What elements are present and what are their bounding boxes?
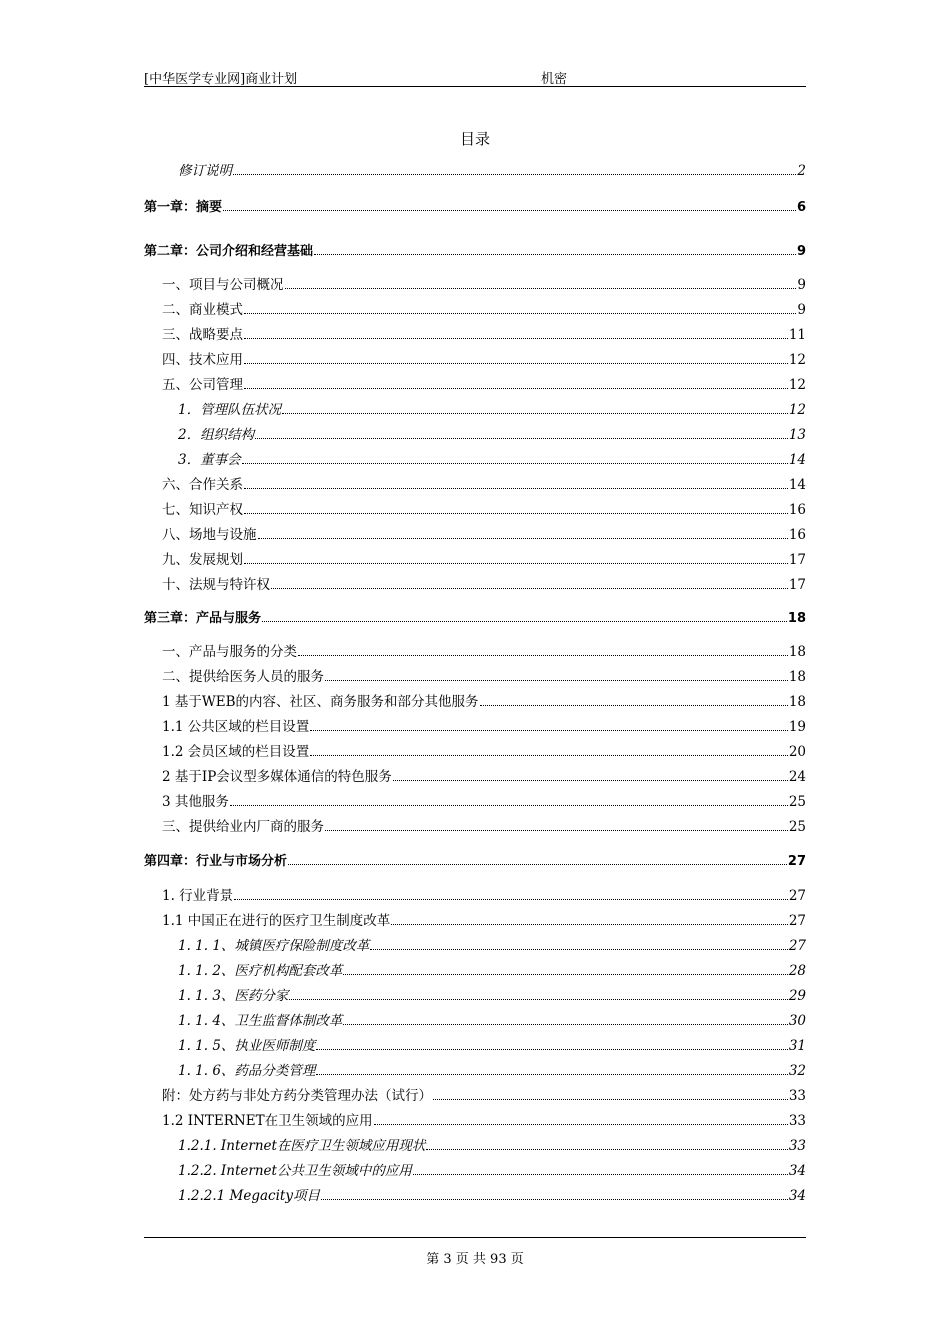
toc-entry[interactable] <box>144 349 806 369</box>
toc-entry-title: 一、项目与公司概况 <box>162 277 284 293</box>
toc-entry-title: 第三章：产品与服务 <box>144 611 262 626</box>
toc-dot-leader <box>288 850 787 865</box>
toc-entry-title: 五、公司管理 <box>162 377 243 393</box>
toc-entry-title: 1. 行业背景 <box>162 888 234 904</box>
toc-entry[interactable] <box>144 607 806 627</box>
toc-dot-leader <box>242 449 788 464</box>
toc-dot-leader <box>480 691 788 706</box>
toc-entry-title: 1．管理队伍状况 <box>178 402 282 418</box>
toc-dot-leader <box>233 160 796 175</box>
toc-dot-leader <box>343 960 787 975</box>
toc-dot-leader <box>230 791 788 806</box>
toc-entry-page-number: 12 <box>788 402 806 418</box>
toc-entry[interactable] <box>144 791 806 811</box>
toc-entry-title: 一、产品与服务的分类 <box>162 644 297 660</box>
toc-entry-title: 1. 1. 5、执业医师制度 <box>178 1038 316 1054</box>
toc-entry-title: 2．组织结构 <box>178 427 255 443</box>
toc-dot-leader <box>325 666 788 681</box>
toc-dot-leader <box>310 716 788 731</box>
toc-entry[interactable] <box>144 850 806 870</box>
toc-entry[interactable] <box>144 324 806 344</box>
toc-dot-leader <box>262 607 787 622</box>
toc-entry-title: 1.2.2. Internet公共卫生领域中的应用 <box>178 1163 412 1179</box>
toc-entry-page-number: 18 <box>788 694 806 710</box>
toc-entry-page-number: 27 <box>788 888 806 904</box>
toc-entry-page-number: 2 <box>797 163 806 179</box>
toc-entry-page-number: 14 <box>788 477 806 493</box>
toc-entry-title: 2 基于IP会议型多媒体通信的特色服务 <box>162 769 392 785</box>
page-number: 第 3 页 共 93 页 <box>426 1252 524 1267</box>
toc-entry-title: 三、战略要点 <box>162 327 243 343</box>
toc-entry-page-number: 12 <box>788 377 806 393</box>
toc-entry[interactable] <box>144 935 806 955</box>
toc-entry-page-number: 12 <box>788 352 806 368</box>
toc-entry[interactable] <box>144 716 806 736</box>
toc-entry-title: 1.1 中国正在进行的医疗卫生制度改革 <box>162 913 391 929</box>
toc-entry-title: 第二章：公司介绍和经营基础 <box>144 244 314 259</box>
toc-entry[interactable] <box>144 1185 806 1205</box>
toc-dot-leader <box>391 910 788 925</box>
toc-entry-title: 1.2 会员区域的栏目设置 <box>162 744 310 760</box>
toc-entry-title: 六、合作关系 <box>162 477 243 493</box>
toc-dot-leader <box>316 1060 787 1075</box>
toc-entry-title: 四、技术应用 <box>162 352 243 368</box>
toc-entry[interactable] <box>144 240 806 260</box>
page-header <box>144 66 806 87</box>
toc-dot-leader <box>244 549 788 564</box>
toc-entry[interactable] <box>144 910 806 930</box>
toc-entry[interactable] <box>144 160 806 180</box>
page-footer <box>144 1237 806 1267</box>
toc-entry-page-number: 28 <box>788 963 806 979</box>
toc-entry-page-number: 27 <box>788 913 806 929</box>
toc-entry[interactable] <box>144 741 806 761</box>
toc-entry[interactable] <box>144 985 806 1005</box>
toc-entry-page-number: 6 <box>796 200 806 215</box>
toc-entry-title: 1. 1. 6、药品分类管理 <box>178 1063 316 1079</box>
header-confidential-label: 机密 <box>541 72 568 87</box>
toc-entry[interactable] <box>144 1085 806 1105</box>
toc-entry-title: 八、场地与设施 <box>162 527 257 543</box>
toc-entry[interactable] <box>144 766 806 786</box>
toc-entry-title: 附：处方药与非处方药分类管理办法（试行） <box>162 1088 432 1104</box>
toc-entry-page-number: 33 <box>788 1113 806 1129</box>
toc-dot-leader <box>282 399 788 414</box>
toc-entry-title: 二、提供给医务人员的服务 <box>162 669 324 685</box>
toc-entry-title: 1. 1. 2、医疗机构配套改革 <box>178 963 343 979</box>
toc-entry-page-number: 27 <box>788 938 806 954</box>
toc-entry[interactable] <box>144 1110 806 1130</box>
toc-dot-leader <box>426 1135 787 1150</box>
toc-entry-page-number: 14 <box>788 452 806 468</box>
toc-entry[interactable] <box>144 960 806 980</box>
toc-entry[interactable] <box>144 549 806 569</box>
toc-entry-page-number: 24 <box>788 769 806 785</box>
toc-entry[interactable] <box>144 299 806 319</box>
toc-entry-page-number: 30 <box>788 1013 806 1029</box>
toc-dot-leader <box>244 349 788 364</box>
toc-entry-page-number: 32 <box>788 1063 806 1079</box>
toc-entry[interactable] <box>144 666 806 686</box>
toc-entry-title: 七、知识产权 <box>162 502 243 518</box>
toc-entry-page-number: 13 <box>788 427 806 443</box>
toc-entry-page-number: 29 <box>788 988 806 1004</box>
toc-entry[interactable] <box>144 816 806 836</box>
toc-entry-title: 3．董事会 <box>178 452 241 468</box>
toc-entry-page-number: 9 <box>797 277 806 293</box>
toc-dot-leader <box>370 935 787 950</box>
toc-entry[interactable] <box>144 691 806 711</box>
toc-entry-page-number: 17 <box>788 552 806 568</box>
toc-entry-title: 1. 1. 3、医药分家 <box>178 988 289 1004</box>
toc-dot-leader <box>258 524 788 539</box>
toc-entry-title: 1.2 INTERNET在卫生领域的应用 <box>162 1113 373 1129</box>
toc-entry-title: 1.2.2.1 Megacity项目 <box>178 1188 320 1204</box>
toc-entry[interactable] <box>144 524 806 544</box>
toc-entry-page-number: 18 <box>788 644 806 660</box>
toc-entry-page-number: 33 <box>788 1138 806 1154</box>
toc-entry[interactable] <box>144 885 806 905</box>
toc-entry-page-number: 16 <box>788 502 806 518</box>
toc-entry[interactable] <box>144 1135 806 1155</box>
toc-dot-leader <box>244 499 788 514</box>
toc-entry-title: 三、提供给业内厂商的服务 <box>162 819 324 835</box>
toc-entry-page-number: 17 <box>788 577 806 593</box>
toc-dot-leader <box>314 240 796 255</box>
toc-dot-leader <box>289 985 787 1000</box>
toc-dot-leader <box>298 641 788 656</box>
toc-dot-leader <box>343 1010 787 1025</box>
toc-entry[interactable] <box>144 1035 806 1055</box>
toc-dot-leader <box>223 196 796 211</box>
toc-entry-page-number: 18 <box>788 669 806 685</box>
toc-entry-page-number: 27 <box>787 854 806 869</box>
toc-entry[interactable] <box>144 474 806 494</box>
toc-entry[interactable] <box>144 641 806 661</box>
toc-entry-page-number: 25 <box>788 819 806 835</box>
toc-entry[interactable] <box>144 1060 806 1080</box>
toc-dot-leader <box>413 1160 788 1175</box>
toc-entry-page-number: 34 <box>788 1163 806 1179</box>
toc-entry-page-number: 25 <box>788 794 806 810</box>
toc-entry[interactable] <box>144 196 806 216</box>
toc-entry-title: 1 基于WEB的内容、社区、商务服务和部分其他服务 <box>162 694 479 710</box>
toc-entry[interactable] <box>144 374 806 394</box>
toc-entry[interactable] <box>144 499 806 519</box>
toc-dot-leader <box>244 374 788 389</box>
toc-dot-leader <box>393 766 788 781</box>
toc-title: 目录 <box>459 130 490 148</box>
toc-entry-page-number: 33 <box>788 1088 806 1104</box>
toc-entry-title: 1.1 公共区域的栏目设置 <box>162 719 310 735</box>
toc-entry-title: 第一章：摘要 <box>144 200 223 215</box>
toc-entry-page-number: 11 <box>788 327 806 343</box>
toc-dot-leader <box>271 574 788 589</box>
toc-entry[interactable] <box>144 574 806 594</box>
toc-entry-page-number: 31 <box>788 1038 806 1054</box>
toc-dot-leader <box>321 1185 788 1200</box>
toc-entry-page-number: 9 <box>796 244 806 259</box>
toc-dot-leader <box>244 299 796 314</box>
toc-entry-title: 第四章：行业与市场分析 <box>144 854 288 869</box>
toc-dot-leader <box>285 274 797 289</box>
toc-entry-title: 修订说明 <box>178 163 232 179</box>
toc-dot-leader <box>310 741 788 756</box>
toc-entry[interactable] <box>144 274 806 294</box>
toc-entry-page-number: 9 <box>797 302 806 318</box>
toc-entry-title: 1. 1. 1、城镇医疗保险制度改革 <box>178 938 370 954</box>
toc-dot-leader <box>244 474 788 489</box>
toc-entry[interactable] <box>144 424 806 444</box>
toc-entry[interactable] <box>144 1160 806 1180</box>
toc-dot-leader <box>374 1110 788 1125</box>
toc-entry-page-number: 20 <box>788 744 806 760</box>
toc-dot-leader <box>433 1085 788 1100</box>
toc-dot-leader <box>325 816 788 831</box>
toc-entry[interactable] <box>144 1010 806 1030</box>
toc-entry-page-number: 34 <box>788 1188 806 1204</box>
header-document-title: [中华医学专业网]商业计划 <box>144 72 298 87</box>
toc-dot-leader <box>255 424 788 439</box>
toc-entry-title: 二、商业模式 <box>162 302 243 318</box>
toc-entry[interactable] <box>144 399 806 419</box>
toc-entry-title: 1.2.1. Internet在医疗卫生领域应用现状 <box>178 1138 426 1154</box>
toc-entry-page-number: 16 <box>788 527 806 543</box>
toc-dot-leader <box>234 885 788 900</box>
toc-entry-title: 九、发展规划 <box>162 552 243 568</box>
toc-entry[interactable] <box>144 449 806 469</box>
toc-entry-page-number: 18 <box>787 611 806 626</box>
toc-dot-leader <box>244 324 788 339</box>
toc-entry-title: 十、法规与特许权 <box>162 577 270 593</box>
toc-entry-title: 1. 1. 4、卫生监督体制改革 <box>178 1013 343 1029</box>
toc-entry-title: 3 其他服务 <box>162 794 229 810</box>
toc-entry-page-number: 19 <box>788 719 806 735</box>
toc-dot-leader <box>316 1035 787 1050</box>
